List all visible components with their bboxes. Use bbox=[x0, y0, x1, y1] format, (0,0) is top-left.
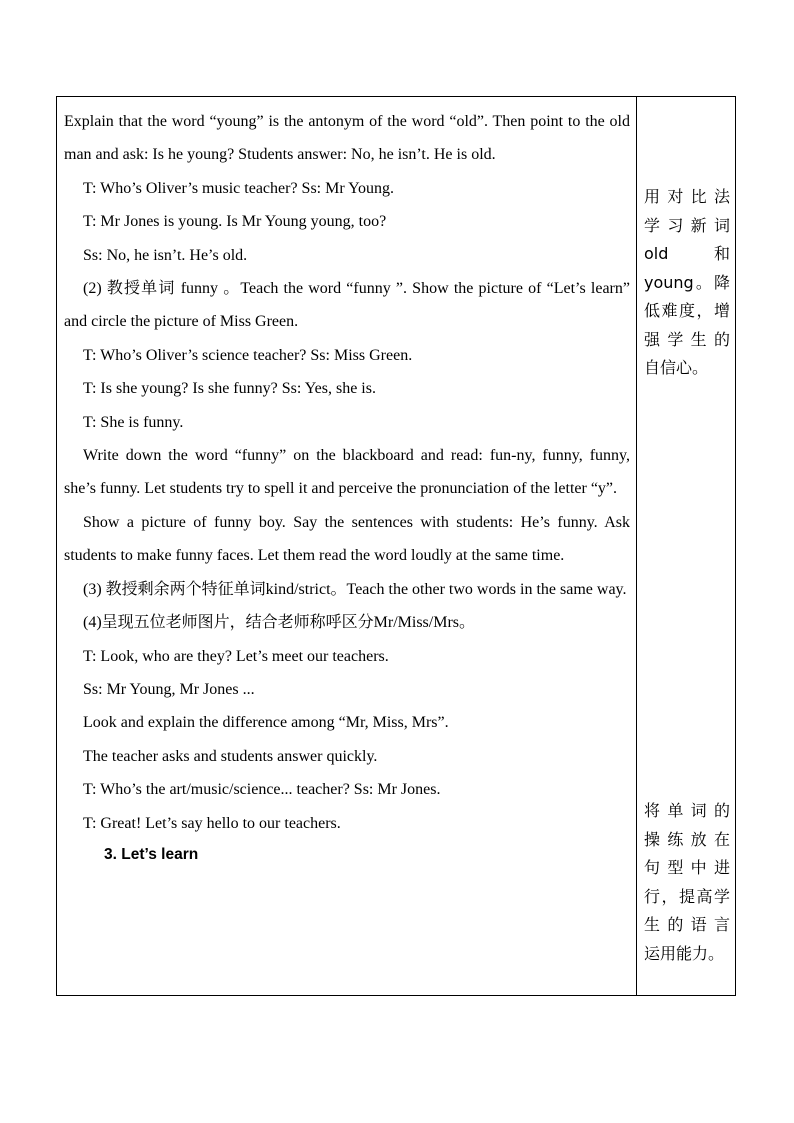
paragraph: Ss: Mr Young, Mr Jones ... bbox=[83, 680, 255, 698]
note-line: 句型中进 bbox=[644, 858, 730, 877]
design-note-practice bbox=[644, 797, 730, 968]
paragraph: Write down the word “funny” on the blackboard and read: fun-ny, funny, funny, she’s funny. Let students try to spell it and perceive the pronunciation of the letter “y”. bbox=[64, 447, 630, 498]
paragraph: T: Look, who are they? Let’s meet our teachers. bbox=[83, 647, 389, 665]
paragraph: T: Who’s Oliver’s music teacher? Ss: Mr Young. bbox=[83, 179, 395, 197]
paragraph: (3) 教授剩余两个特征单词kind/strict。Teach the other two words in the same way. bbox=[83, 580, 627, 598]
note-line: 强学生的 bbox=[644, 329, 730, 349]
note-line: 自信心。 bbox=[644, 358, 709, 377]
paragraph: T: She is funny. bbox=[83, 413, 184, 431]
design-intent-cell bbox=[637, 97, 735, 995]
paragraph: Ss: No, he isn’t. He’s old. bbox=[83, 246, 248, 264]
note-line: 行，提高学 bbox=[644, 886, 730, 906]
teaching-procedure-cell bbox=[57, 97, 636, 995]
lesson-plan-table bbox=[56, 96, 736, 996]
section-heading: 3. Let’s learn bbox=[104, 845, 199, 863]
paragraph: (4)呈现五位老师图片，结合老师称呼区分Mr/Miss/Mrs。 bbox=[83, 614, 476, 632]
note-line: old 和 bbox=[644, 244, 730, 263]
paragraph: T: Who’s Oliver’s science teacher? Ss: Miss Green. bbox=[83, 346, 413, 364]
paragraph: Show a picture of funny boy. Say the sentences with students: He’s funny. Ask students to make funny faces. Let them read the word loudly at the same time. bbox=[64, 513, 630, 565]
paragraph: T: Mr Jones is young. Is Mr Young young, too? bbox=[83, 213, 387, 231]
note-line: young。降 bbox=[644, 272, 730, 292]
paragraph: T: Who’s the art/music/science... teacher? Ss: Mr Jones. bbox=[83, 781, 441, 799]
paragraph: T: Is she young? Is she funny? Ss: Yes, she is. bbox=[83, 380, 376, 398]
paragraph: T: Great! Let’s say hello to our teachers. bbox=[83, 814, 341, 832]
note-line: 运用能力。 bbox=[644, 943, 725, 963]
paragraph: Explain that the word “young” is the antonym of the word “old”. Then point to the old man and ask: Is he young? Students answer: No, he isn’t. He is old. bbox=[64, 113, 630, 164]
note-line: 生的语言 bbox=[644, 915, 730, 934]
paragraph: (2) 教授单词 funny 。Teach the word “funny ”. Show the picture of “Let’s learn” and circle the picture of Miss Green. bbox=[64, 280, 630, 331]
note-line: 低难度，增 bbox=[644, 301, 730, 320]
note-line: 学习新词 bbox=[644, 215, 730, 235]
note-line: 操练放在 bbox=[644, 829, 730, 849]
note-line: 将单词的 bbox=[644, 801, 730, 820]
note-line: 用对比法 bbox=[644, 187, 730, 206]
paragraph: Look and explain the difference among “Mr, Miss, Mrs”. bbox=[83, 714, 449, 732]
design-note-contrast bbox=[644, 183, 730, 383]
paragraph: The teacher asks and students answer quickly. bbox=[83, 747, 378, 765]
